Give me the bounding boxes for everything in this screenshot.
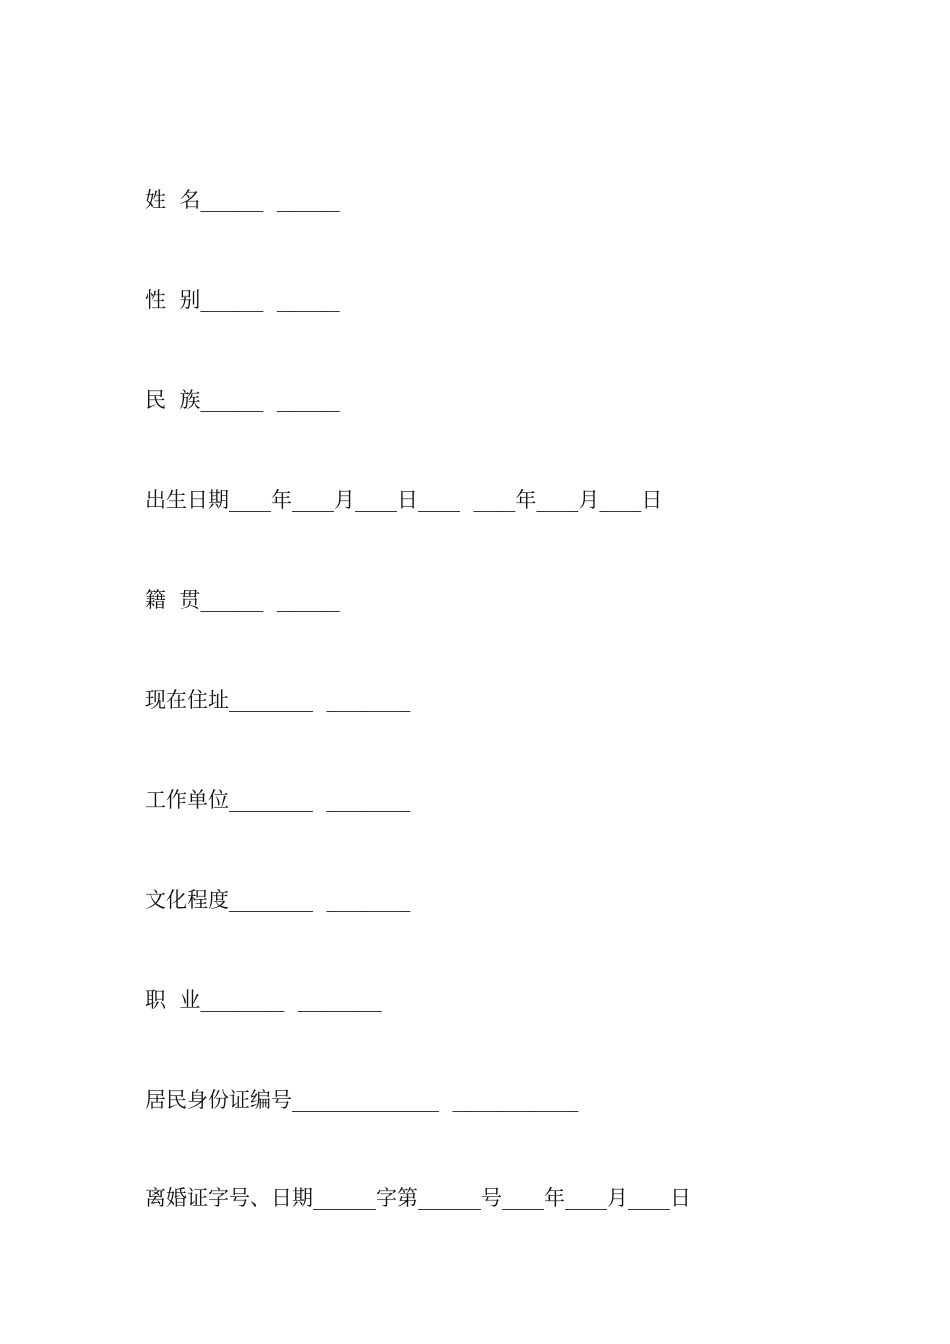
divorce-certificate-field-line: 离婚证字号、日期______字第______号____年____月____日 bbox=[145, 1186, 691, 1210]
name-field-line: 姓 名______ ______ bbox=[145, 188, 340, 212]
occupation-field-line: 职 业________ ________ bbox=[145, 988, 382, 1012]
current-address-field-line: 现在住址________ ________ bbox=[145, 688, 411, 712]
birth-date-field-line: 出生日期____年____月____日____ ____年____月____日 bbox=[145, 488, 663, 512]
education-field-line: 文化程度________ ________ bbox=[145, 888, 411, 912]
id-number-field-line: 居民身份证编号______________ ____________ bbox=[145, 1088, 579, 1112]
native-place-field-line: 籍 贯______ ______ bbox=[145, 588, 340, 612]
gender-field-line: 性 别______ ______ bbox=[145, 288, 340, 312]
ethnicity-field-line: 民 族______ ______ bbox=[145, 388, 340, 412]
work-unit-field-line: 工作单位________ ________ bbox=[145, 788, 411, 812]
